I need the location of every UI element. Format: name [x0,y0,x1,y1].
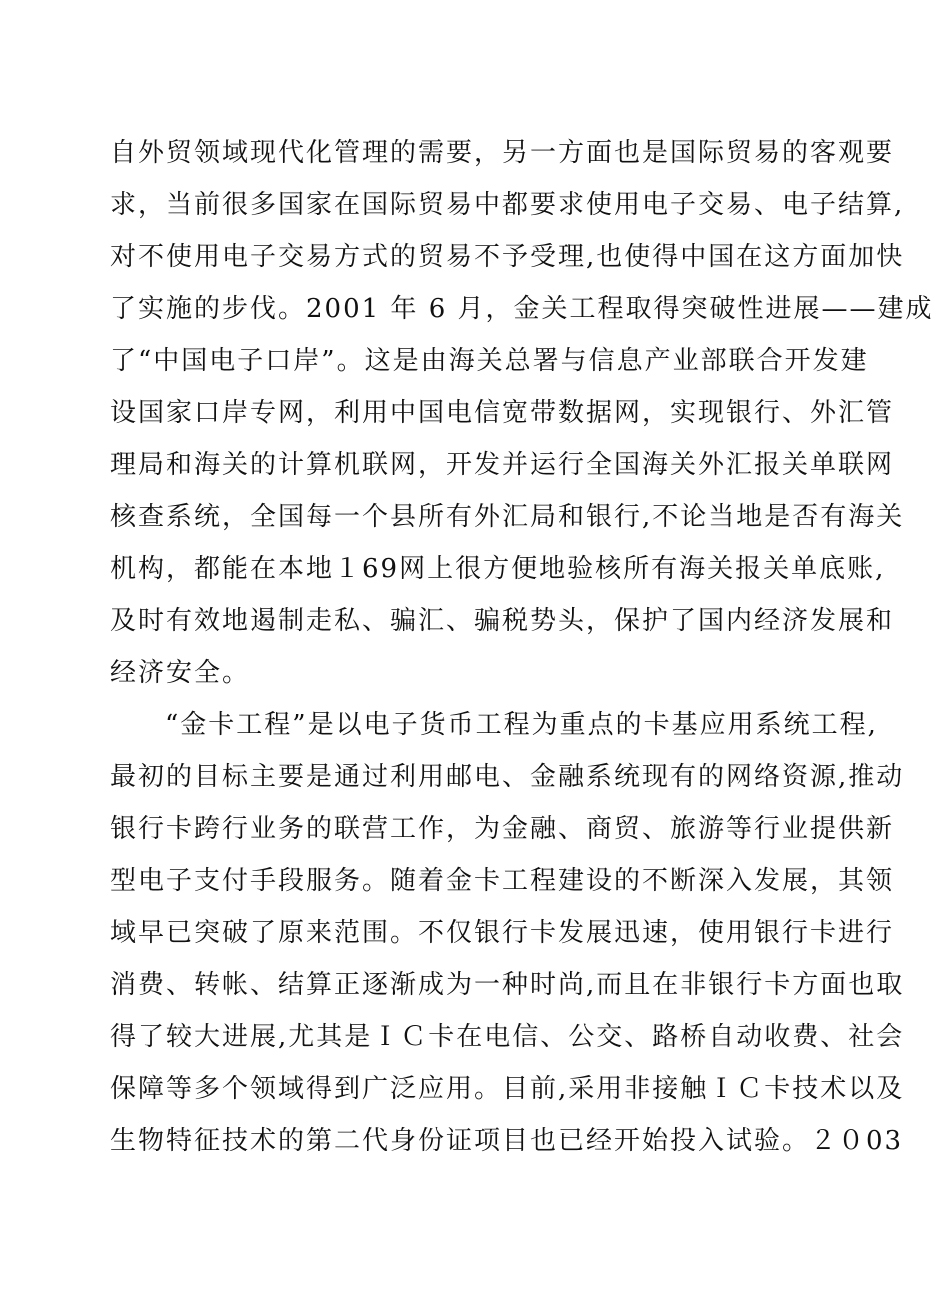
text-line: 型电子支付手段服务。随着金卡工程建设的不断深入发展，其领 [110,866,895,896]
text-line: “金卡工程”是以电子货币工程为重点的卡基应用系统工程, [165,710,878,740]
text-line: 银行卡跨行业务的联营工作，为金融、商贸、旅游等行业提供新 [110,814,895,844]
body-text [110,127,934,1167]
paragraph-2 [110,699,905,1167]
text-line: 保障等多个领域得到广泛应用。目前,采用非接触ＩＣ卡技术以及 [110,1074,905,1104]
text-line: 理局和海关的计算机联网，开发并运行全国海关外汇报关单联网 [110,450,895,480]
text-line: 设国家口岸专网，利用中国电信宽带数据网，实现银行、外汇管 [110,398,895,428]
text-line: 核查系统，全国每一个县所有外汇局和银行,不论当地是否有海关 [110,502,905,532]
text-line: 机构，都能在本地１69网上很方便地验核所有海关报关单底账, [110,554,886,584]
text-line: 求，当前很多国家在国际贸易中都要求使用电子交易、电子结算, [110,190,905,220]
text-line: 及时有效地遏制走私、骗汇、骗税势头，保护了国内经济发展和 [110,606,895,636]
text-line: 经济安全。 [110,658,251,688]
text-line: 域早已突破了原来范围。不仅银行卡发展迅速，使用银行卡进行 [110,918,895,948]
text-line: 了“中国电子口岸”。这是由海关总署与信息产业部联合开发建 [110,346,869,376]
text-line: 生物特征技术的第二代身份证项目也已经开始投入试验。２０03 [110,1126,904,1156]
text-line: 得了较大进展,尤其是ＩＣ卡在电信、公交、路桥自动收费、社会 [110,1022,905,1052]
text-line: 了实施的步伐。2001 年 6 月，金关工程取得突破性进展——建成 [110,294,934,324]
text-line: 对不使用电子交易方式的贸易不予受理,也使得中国在这方面加快 [110,242,905,272]
text-line: 消费、转帐、结算正逐渐成为一种时尚,而且在非银行卡方面也取 [110,970,905,1000]
text-line: 最初的目标主要是通过利用邮电、金融系统现有的网络资源,推动 [110,762,905,792]
text-line: 自外贸领域现代化管理的需要，另一方面也是国际贸易的客观要 [110,138,895,168]
paragraph-1 [110,127,934,699]
